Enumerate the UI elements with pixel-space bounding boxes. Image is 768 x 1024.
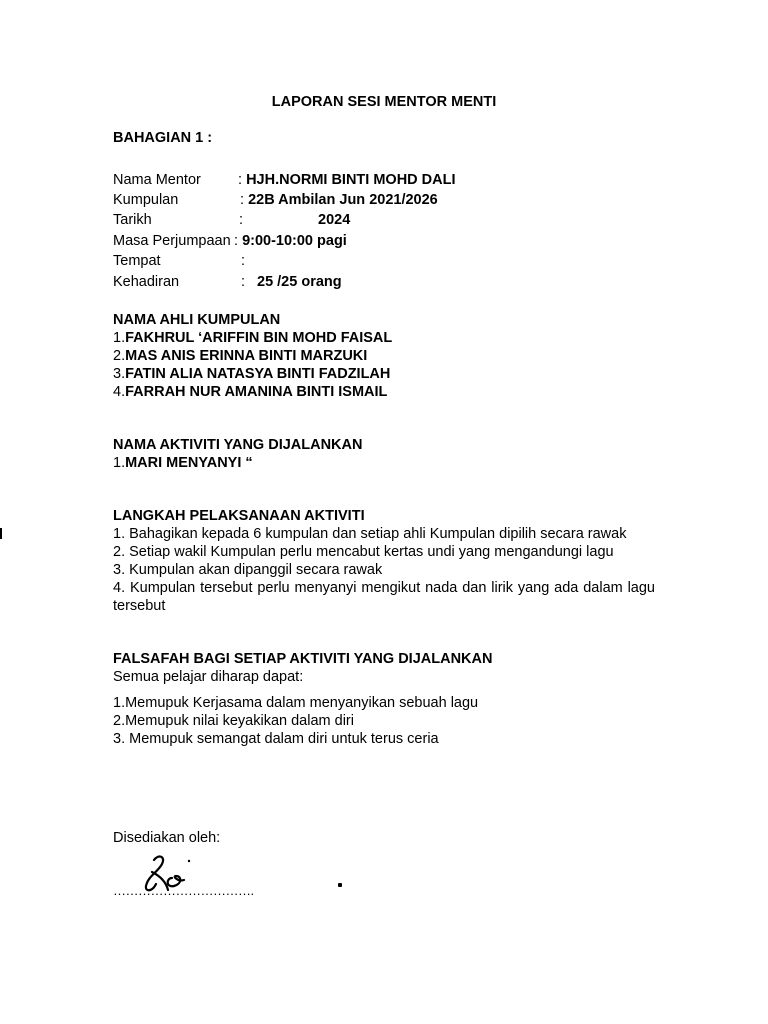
kehadiran-label: Kehadiran [113,274,180,290]
kumpulan-label: Kumpulan [113,192,179,208]
tarikh-label: Tarikh [113,212,152,228]
member-number: 4. [113,384,126,400]
activity-item [113,454,253,472]
step-item: 1. Bahagikan kepada 6 kumpulan dan setiap ahli Kumpulan dipilih secara rawak [113,526,627,542]
activity-heading: NAMA AKTIVITI YANG DIJALANKAN [113,437,363,453]
masa-value-row [234,232,347,250]
mentor-value-row [238,171,456,189]
member-number: 3. [113,366,126,382]
kehadiran-sep: : [241,274,246,290]
philosophy-intro: Semua pelajar diharap dapat: [113,669,304,685]
signature-dotted-line: ……………………………. [113,883,254,898]
philosophy-item: 3. Memupuk semangat dalam diri untuk terus ceria [113,731,439,747]
prepared-by-label: Disediakan oleh: [113,830,221,846]
page-title: LAPORAN SESI MENTOR MENTI [271,94,497,110]
member-item [113,347,367,365]
steps-heading: LANGKAH PELAKSANAAN AKTIVITI [113,508,365,524]
member-item [113,365,390,383]
mentor-value: HJH.NORMI BINTI MOHD DALI [246,172,456,188]
section-heading: BAHAGIAN 1 : [113,130,213,146]
step-item: 3. Kumpulan akan dipanggil secara rawak [113,562,383,578]
members-heading: NAMA AHLI KUMPULAN [113,312,281,328]
kumpulan-sep: : [240,192,245,208]
philosophy-item: 1.Memupuk Kerjasama dalam menyanyikan sebuah lagu [113,695,479,711]
member-name: FAKHRUL ‘ARIFFIN BIN MOHD FAISAL [125,330,393,346]
kumpulan-value: 22B Ambilan Jun 2021/2026 [248,192,438,208]
tempat-sep: : [241,253,246,269]
member-name: MAS ANIS ERINNA BINTI MARZUKI [125,348,368,364]
mentor-label: Nama Mentor [113,172,201,188]
masa-sep: : [234,233,239,249]
kehadiran-value: 25 /25 orang [257,274,342,290]
activity-name: MARI MENYANYI “ [125,455,253,471]
dot-mark [338,883,342,887]
activity-number: 1. [113,455,126,471]
member-name: FATIN ALIA NATASYA BINTI FADZILAH [125,366,391,382]
kumpulan-value-row [240,191,438,209]
step-item: 4. Kumpulan tersebut perlu menyanyi mengikut nada dan lirik yang ada dalam lagu tersebut [113,580,655,614]
masa-label: Masa Perjumpaan [113,233,231,249]
masa-value: 9:00-10:00 pagi [242,233,347,249]
mentor-sep: : [238,172,243,188]
member-number: 1. [113,330,126,346]
member-name: FARRAH NUR AMANINA BINTI ISMAIL [125,384,388,400]
member-item [113,329,392,347]
philosophy-heading: FALSAFAH BAGI SETIAP AKTIVITI YANG DIJALANKAN [113,651,493,667]
tempat-label: Tempat [113,253,161,269]
margin-mark [0,528,2,539]
tarikh-value: 2024 [318,212,351,228]
member-number: 2. [113,348,126,364]
member-item [113,383,387,401]
step-item: 2. Setiap wakil Kumpulan perlu mencabut kertas undi yang mengandungi lagu [113,544,614,560]
philosophy-item: 2.Memupuk nilai keyakikan dalam diri [113,713,354,729]
tarikh-sep: : [239,212,244,228]
